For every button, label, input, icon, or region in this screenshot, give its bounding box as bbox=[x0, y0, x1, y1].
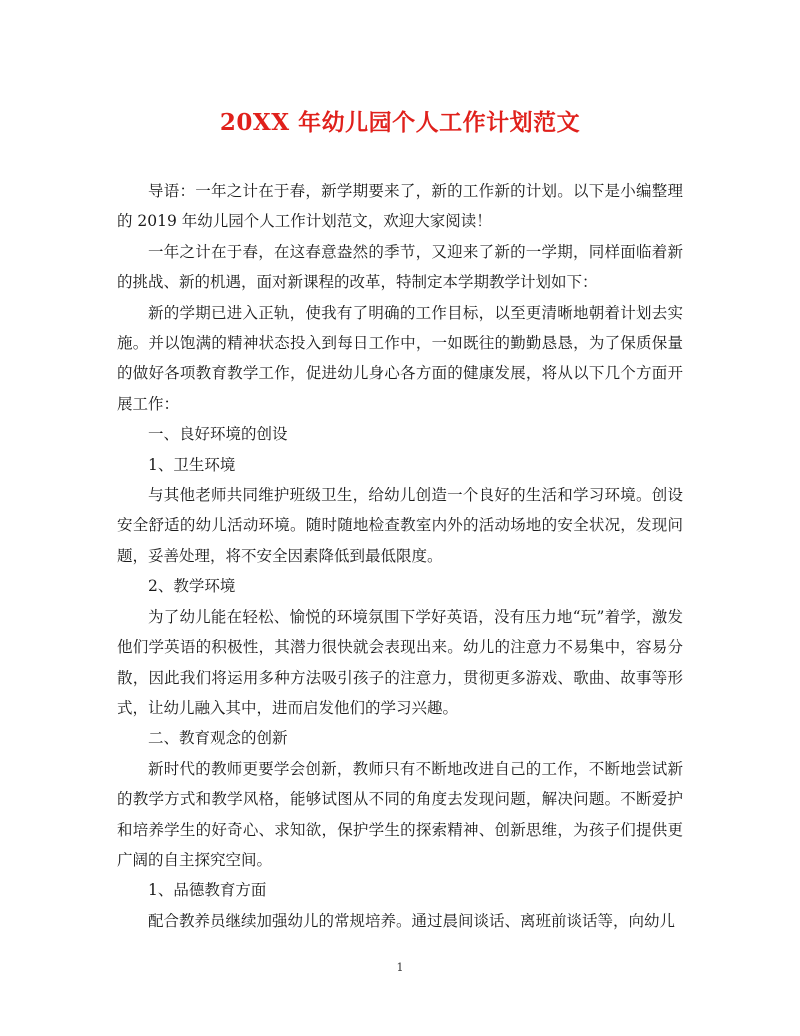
subsection-heading-teaching-env: 2、教学环境 bbox=[148, 577, 236, 596]
document-body bbox=[117, 176, 683, 936]
paragraph-teaching-env: 为了幼儿能在轻松、愉悦的环境氛围下学好英语，没有压力地“玩”着学，激发他们学英语的积极性，其潜力很快就会表现出来。幼儿的注意力不易集中，容易分散，因此我们将运用多种方法吸引孩子的注意力，贯彻更多游戏、歌曲、故事等形式，让幼儿融入其中，进而启发他们的学习兴趣。 bbox=[117, 607, 683, 717]
paragraph-opening: 一年之计在于春，在这春意盎然的季节，又迎来了新的一学期，同样面临着新的挑战、新的机遇，面对新课程的改革，特制定本学期教学计划如下： bbox=[117, 242, 683, 292]
paragraph-innovation: 新时代的教师更要学会创新，教师只有不断地改进自己的工作，不断地尝试新的教学方式和教学风格，能够试图从不同的角度去发现问题，解决问题。不断爱护和培养学生的好奇心、求知欲，保护学生的探索精神、创新思维，为孩子们提供更广阔的自主探究空间。 bbox=[117, 759, 683, 869]
section-heading-environment: 一、良好环境的创设 bbox=[148, 425, 288, 444]
paragraph-intro: 导语：一年之计在于春，新学期要来了，新的工作新的计划。以下是小编整理的 2019 年幼儿园个人工作计划范文，欢迎大家阅读！ bbox=[117, 182, 683, 231]
paragraph-goals: 新的学期已进入正轨，使我有了明确的工作目标，以至更清晰地朝着计划去实施。并以饱满的精神状态投入到每日工作中，一如既往的勤勤恳恳，为了保质保量的做好各项教育教学工作，促进幼儿身心各方面的健康发展，将从以下几个方面开展工作： bbox=[117, 303, 683, 413]
document-title: 20XX 年幼儿园个人工作计划范文 bbox=[219, 109, 581, 136]
paragraph-hygiene: 与其他老师共同维护班级卫生，给幼儿创造一个良好的生活和学习环境。创设安全舒适的幼儿活动环境。随时随地检查教室内外的活动场地的安全状况，发现问题，妥善处理，将不安全因素降低到最低限度。 bbox=[117, 486, 683, 565]
section-heading-innovation: 二、教育观念的创新 bbox=[148, 729, 288, 748]
page-number: 1 bbox=[396, 961, 404, 974]
subsection-heading-hygiene: 1、卫生环境 bbox=[148, 455, 236, 474]
subsection-heading-moral: 1、品德教育方面 bbox=[148, 881, 267, 900]
paragraph-moral: 配合教养员继续加强幼儿的常规培养。通过晨间谈话、离班前谈话等，向幼儿 bbox=[148, 911, 676, 930]
